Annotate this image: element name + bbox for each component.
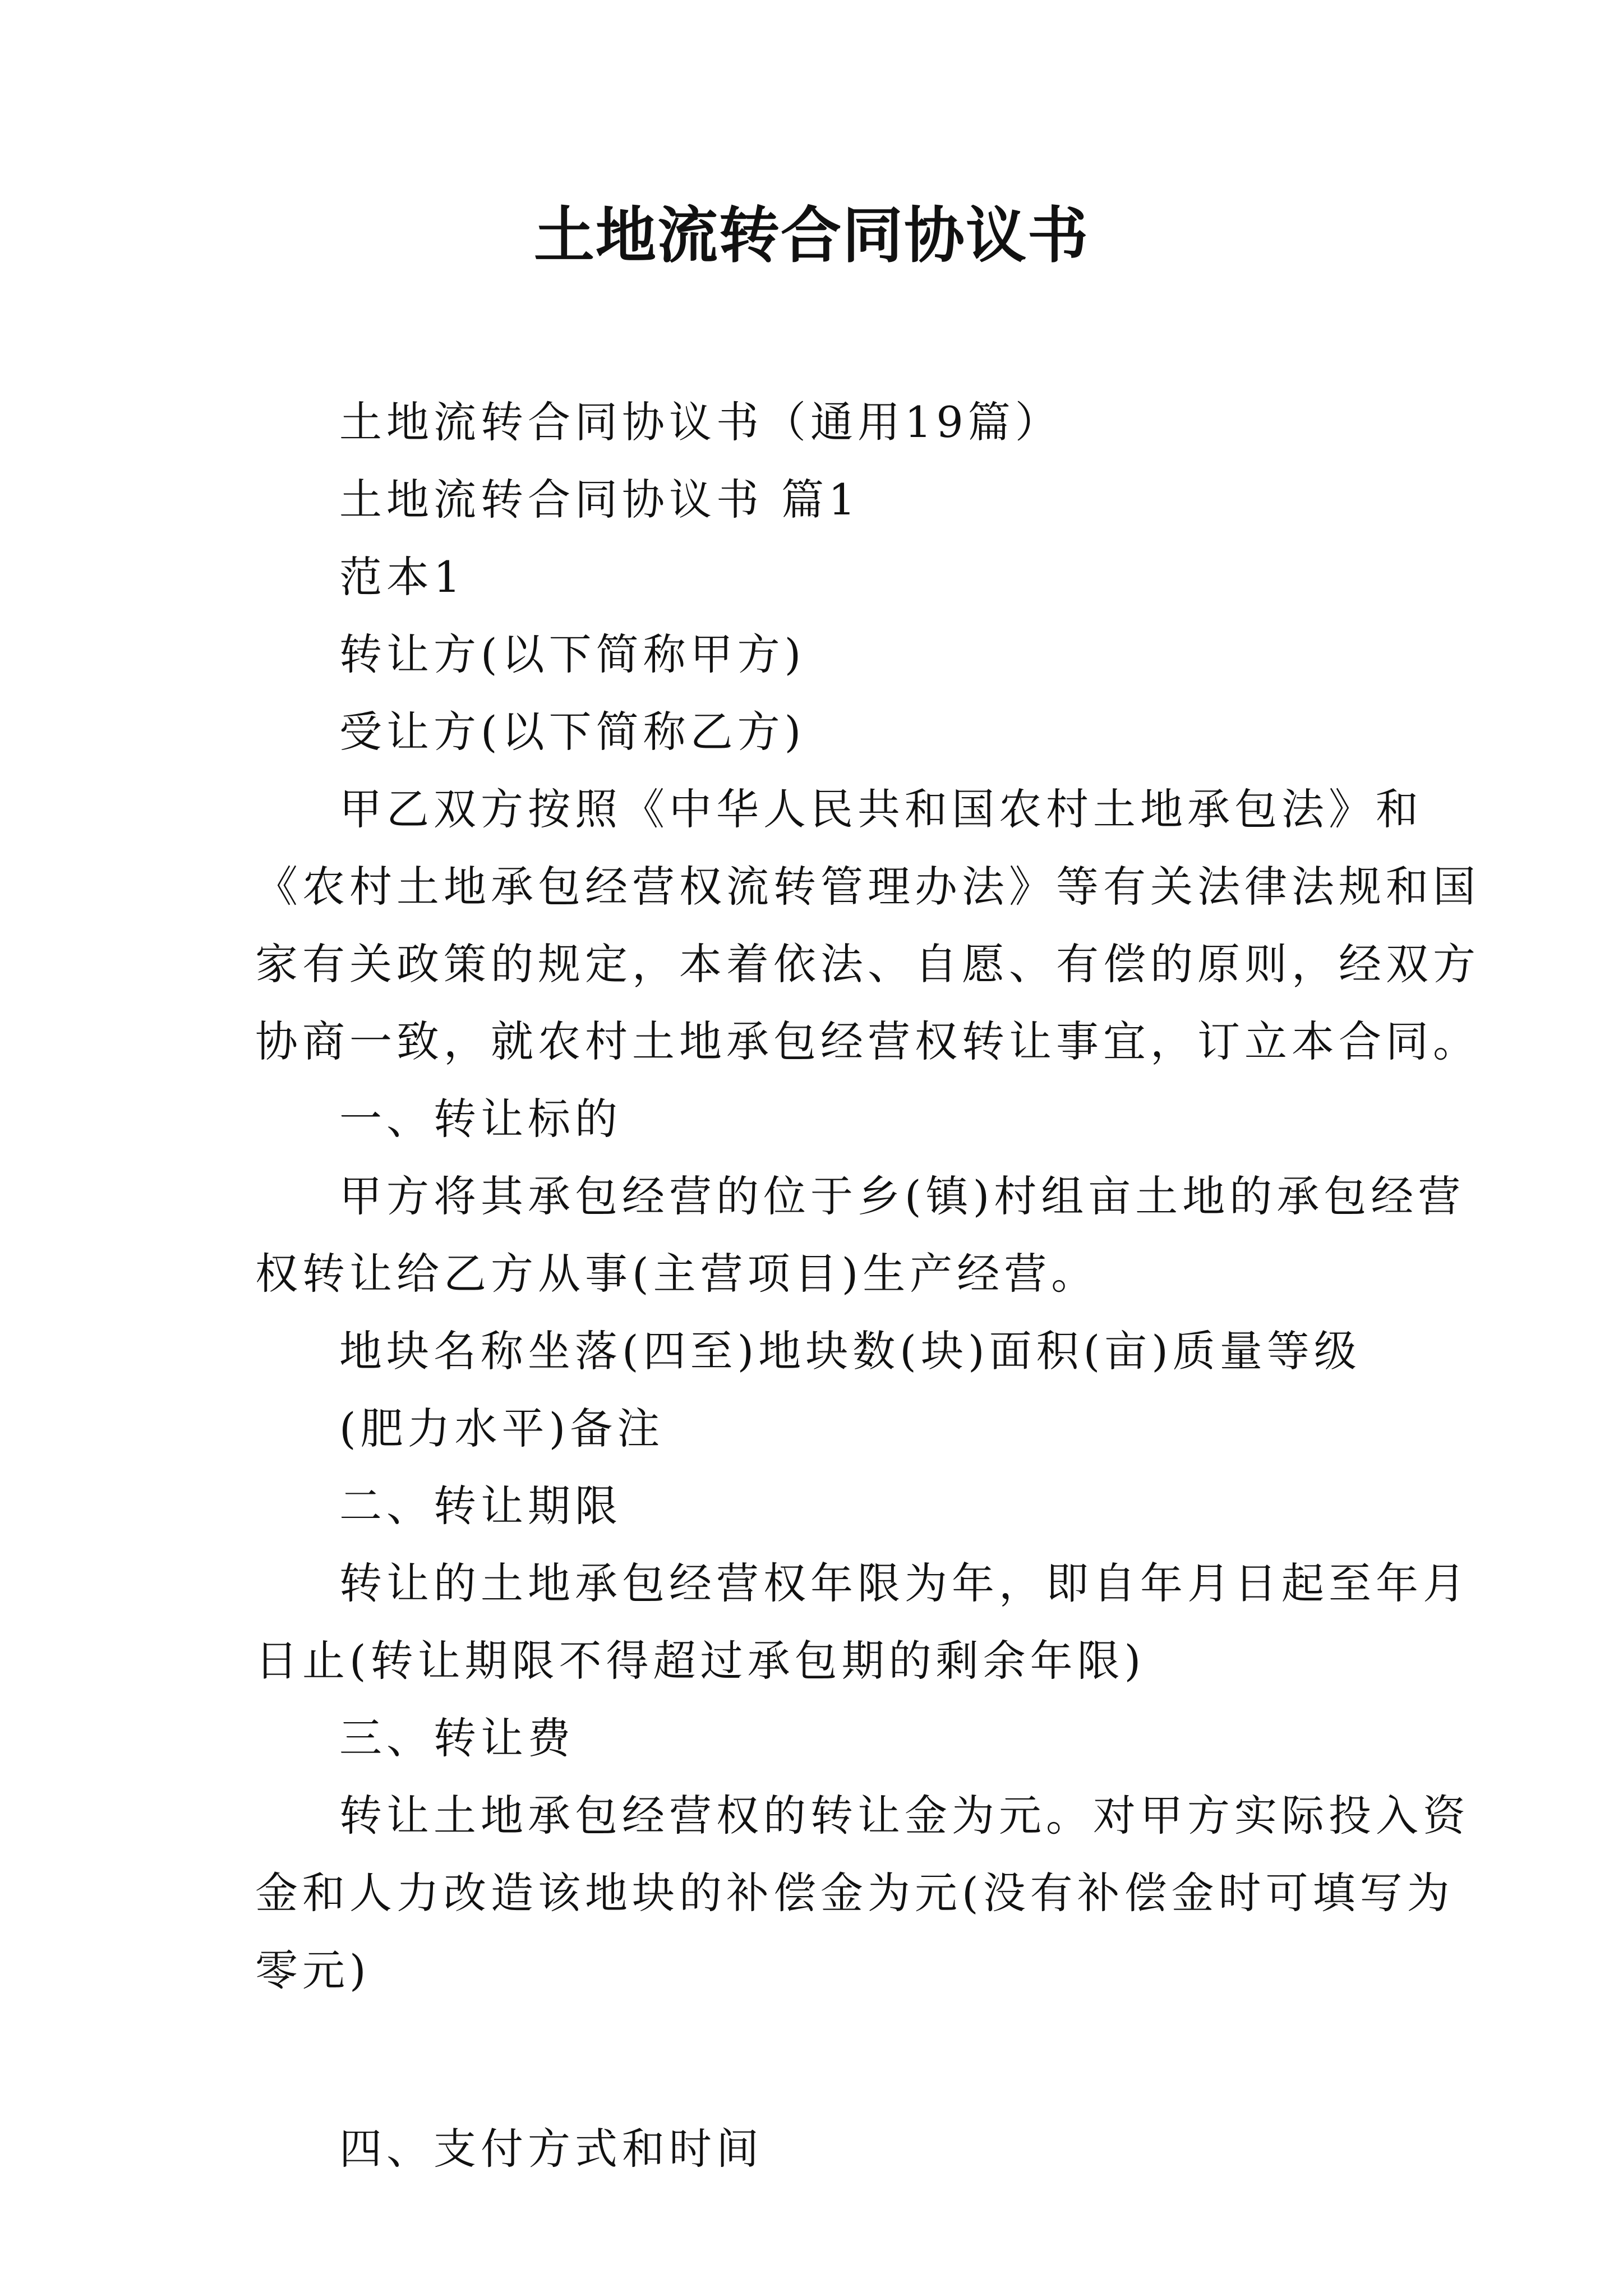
section-heading-2: 二、转让期限 xyxy=(339,1481,622,1531)
body-line-template-label: 范本1 xyxy=(339,552,465,602)
body-line-preamble-3: 家有关政策的规定，本着依法、自愿、有偿的原则，经双方 xyxy=(255,939,1480,989)
body-line-term-1: 转让的土地承包经营权年限为年，即自年月日起至年月 xyxy=(339,1558,1470,1608)
body-line-subject-1: 甲方将其承包经营的位于乡(镇)村组亩土地的承包经营 xyxy=(339,1171,1465,1221)
body-line-preamble-4: 协商一致，就农村土地承包经营权转让事宜，订立本合同。 xyxy=(255,1016,1480,1066)
document-title: 土地流转合同协议书 xyxy=(533,200,1089,271)
section-gap xyxy=(255,2009,1377,2110)
body-line-plot-fields-1: 地块名称坐落(四至)地块数(块)面积(亩)质量等级 xyxy=(339,1326,1361,1376)
body-line-collection-title: 土地流转合同协议书（通用19篇） xyxy=(339,397,1062,447)
body-line-preamble-1: 甲乙双方按照《中华人民共和国农村土地承包法》和 xyxy=(339,784,1423,834)
body-line-plot-fields-2: (肥力水平)备注 xyxy=(339,1404,665,1453)
body-line-preamble-2: 《农村土地承包经营权流转管理办法》等有关法律法规和国 xyxy=(255,862,1480,912)
section-heading-4: 四、支付方式和时间 xyxy=(339,2124,763,2174)
body-line-fee-3: 零元) xyxy=(255,1945,371,1995)
body-line-transferor: 转让方(以下简称甲方) xyxy=(339,629,806,679)
document-body xyxy=(255,384,1480,2188)
body-line-article-heading: 土地流转合同协议书 篇1 xyxy=(339,475,860,524)
section-heading-1: 一、转让标的 xyxy=(339,1094,622,1144)
section-heading-3: 三、转让费 xyxy=(339,1713,575,1763)
body-line-fee-1: 转让土地承包经营权的转让金为元。对甲方实际投入资 xyxy=(339,1791,1470,1841)
body-line-transferee: 受让方(以下简称乙方) xyxy=(339,707,806,757)
body-line-fee-2: 金和人力改造该地块的补偿金为元(没有补偿金时可填写为 xyxy=(255,1868,1454,1918)
body-line-subject-2: 权转让给乙方从事(主营项目)生产经营。 xyxy=(255,1249,1099,1299)
body-line-term-2: 日止(转让期限不得超过承包期的剩余年限) xyxy=(255,1636,1146,1686)
